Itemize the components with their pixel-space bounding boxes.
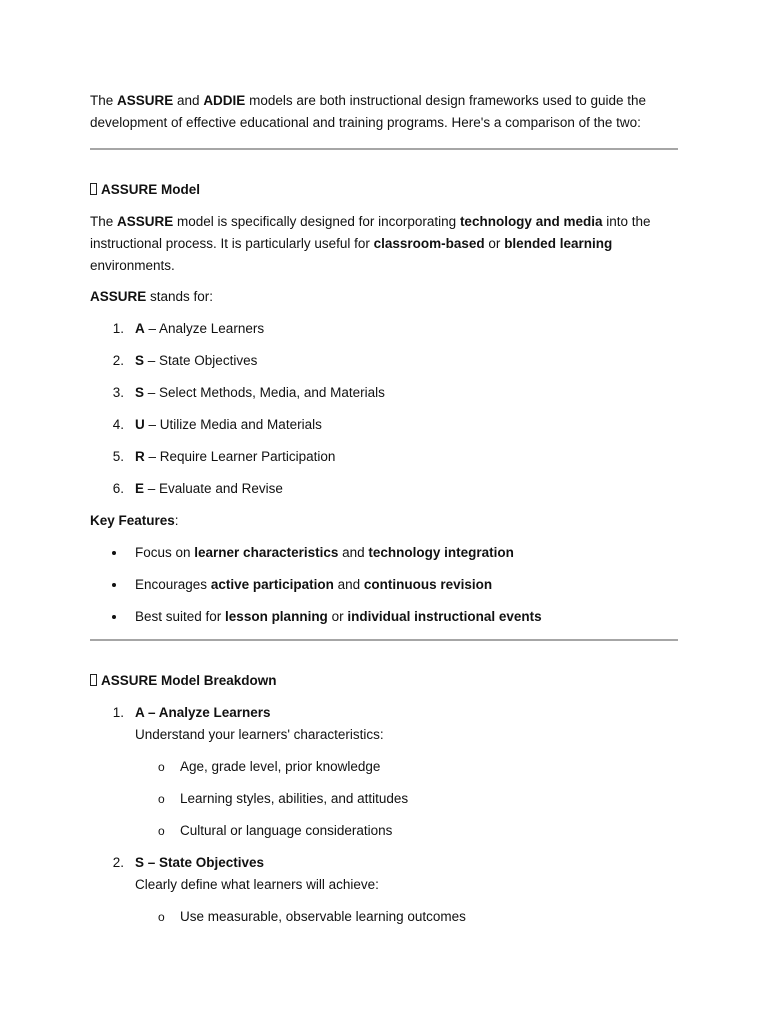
step2-subitems: [90, 907, 680, 927]
acronym-item: 2. S – State Objectives: [112, 353, 258, 368]
key-features-label: Key Features:: [90, 513, 179, 528]
acronym-list: [90, 319, 680, 499]
sub-item: o Cultural or language considerations: [158, 823, 393, 838]
sub-item: o Learning styles, abilities, and attitudes: [158, 791, 409, 806]
acronym-item: 5. R – Require Learner Participation: [112, 449, 336, 464]
divider: [90, 639, 678, 641]
feature-item: Focus on learner characteristics and technology integration: [90, 543, 680, 563]
acronym-item: 3. S – Select Methods, Media, and Materials: [112, 385, 385, 400]
sub-item: o Age, grade level, prior knowledge: [158, 759, 381, 774]
bullet-icon: [112, 551, 116, 555]
section-heading-assure-breakdown: ASSURE Model Breakdown: [90, 671, 680, 691]
bullet-icon: [112, 615, 116, 619]
breakdown-step: 1. A – Analyze Learners Understand your learners' characteristics:: [112, 705, 384, 742]
section-heading-assure-model: ASSURE Model: [90, 180, 680, 200]
breakdown-step: 2. S – State Objectives Clearly define what learners will achieve:: [112, 855, 379, 892]
breakdown-list-continued: [90, 853, 680, 895]
stands-for-line: ASSURE stands for:: [90, 289, 214, 304]
intro-paragraph: The ASSURE and ADDIE models are both instructional design frameworks used to guide the development of effective educational and training programs. Here's a comparison of the two:: [90, 93, 647, 130]
document-page: [90, 90, 680, 927]
missing-glyph-icon: [90, 183, 97, 195]
acronym-item: 4. U – Utilize Media and Materials: [112, 417, 322, 432]
feature-item: Encourages active participation and continuous revision: [90, 575, 680, 595]
step1-subitems: [90, 757, 680, 841]
acronym-item: 1. A – Analyze Learners: [112, 321, 265, 336]
assure-description: The ASSURE model is specifically designed for incorporating technology and media into the instructional process. It is particularly useful for classroom-based or blended learning environments.: [90, 214, 651, 273]
feature-item: Best suited for lesson planning or individual instructional events: [90, 607, 680, 627]
sub-item: o Use measurable, observable learning outcomes: [158, 909, 466, 924]
key-features-list: [90, 543, 680, 627]
divider: [90, 148, 678, 150]
bullet-icon: [112, 583, 116, 587]
breakdown-list: [90, 703, 680, 745]
missing-glyph-icon: [90, 674, 97, 686]
acronym-item: 6. E – Evaluate and Revise: [112, 481, 283, 496]
